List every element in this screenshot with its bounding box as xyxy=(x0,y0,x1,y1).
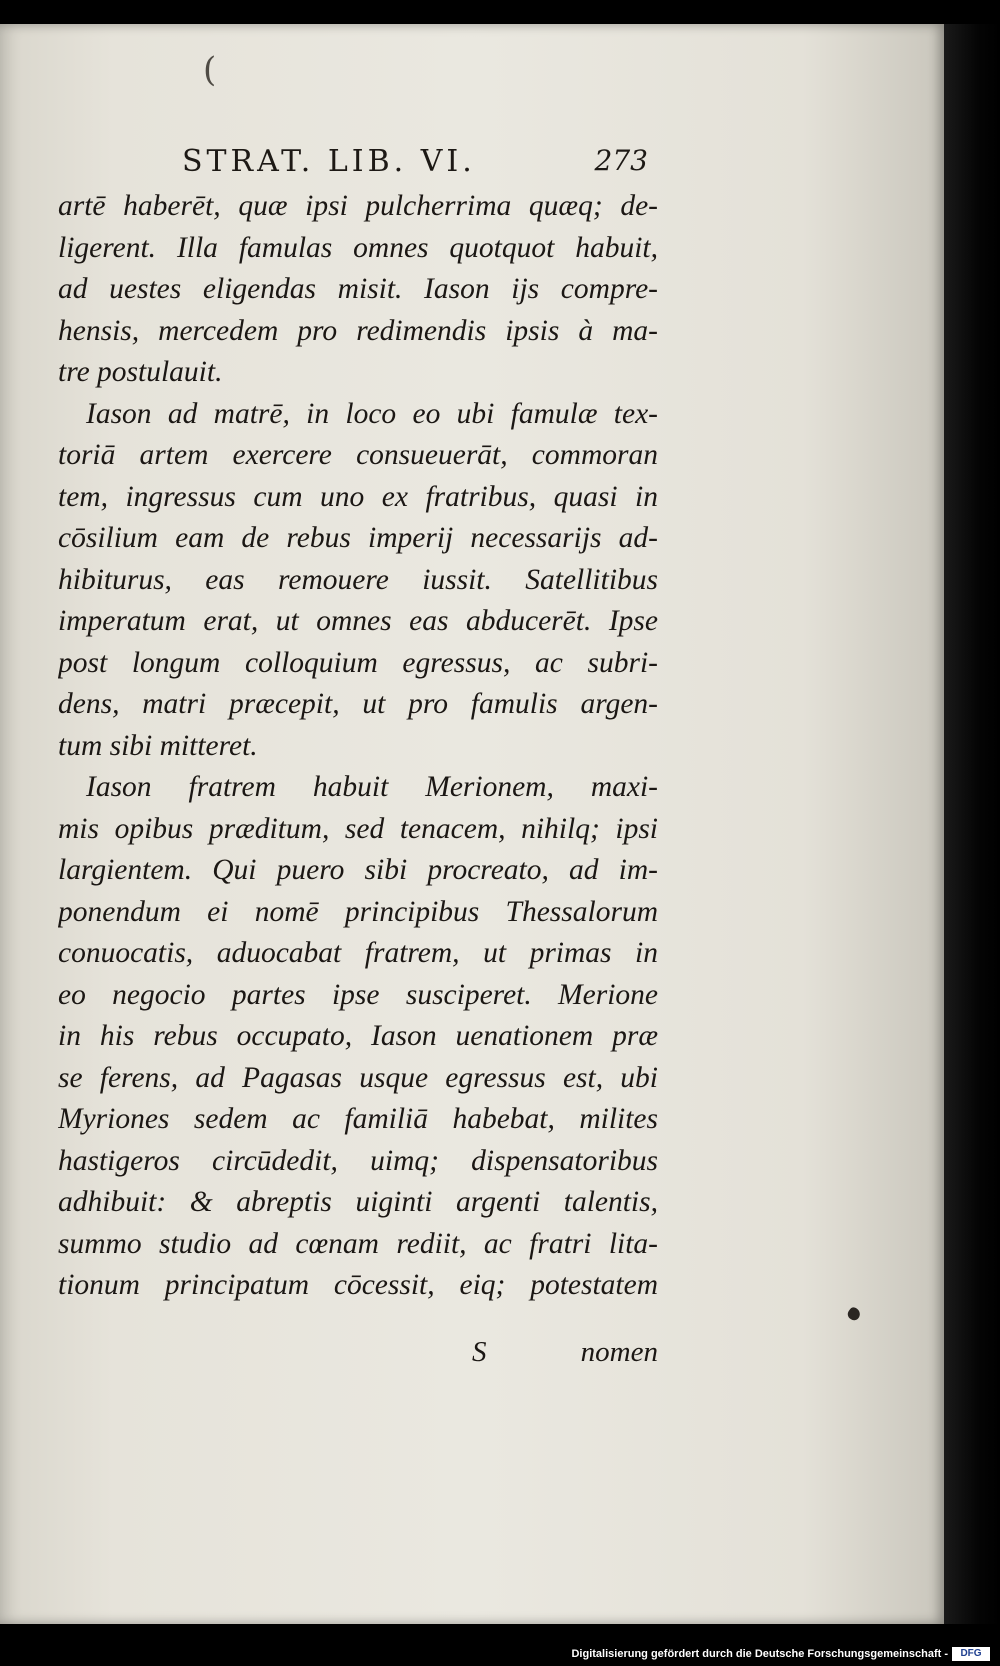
dfg-logo: DFG xyxy=(952,1647,990,1661)
scan-edge-shadow xyxy=(944,24,1000,1624)
catchword-line xyxy=(58,1336,658,1380)
text-line: largientem. Qui puero sibi procreato, ad im- xyxy=(58,854,658,886)
text-line: Iason fratrem habuit Merionem, maxi- xyxy=(86,771,658,803)
margin-ink-mark: ( xyxy=(203,50,217,90)
text-line: hibiturus, eas remouere iussit. Satellitibus xyxy=(58,563,658,596)
text-line: tre postulauit. xyxy=(58,356,223,388)
signature-mark: S xyxy=(472,1336,487,1368)
page-number: 273 xyxy=(594,144,648,177)
book-page xyxy=(0,24,944,1624)
catchword: nomen xyxy=(580,1336,658,1368)
running-head xyxy=(178,144,654,188)
text-line: Myriones sedem ac familiā habebat, milites xyxy=(58,1103,658,1135)
running-title: STRAT. LIB. VI. xyxy=(182,144,476,179)
text-line: toriā artem exercere consueuerāt, commoran xyxy=(58,439,658,471)
text-line: imperatum erat, ut omnes eas abducerēt. Ipse xyxy=(58,605,658,637)
text-line: eo negocio partes ipse susciperet. Merione xyxy=(58,978,658,1011)
text-line: in his rebus occupato, Iason uenationem præ xyxy=(58,1020,658,1052)
text-line: dens, matri præcepit, ut pro famulis argen- xyxy=(58,688,658,720)
footer-credit: Digitalisierung gefördert durch die Deutsche Forschungsgemeinschaft - xyxy=(571,1648,948,1660)
text-line: summo studio ad cœnam rediit, ac fratri lita- xyxy=(58,1227,658,1260)
text-line: hensis, mercedem pro redimendis ipsis à ma- xyxy=(58,314,658,347)
text-line: adhibuit: & abreptis uiginti argenti talentis, xyxy=(58,1186,658,1218)
text-line: tum sibi mitteret. xyxy=(58,729,258,762)
text-line: hastigeros circūdedit, uimq; dispensatoribus xyxy=(58,1144,658,1177)
text-line: tem, ingressus cum uno ex fratribus, quasi in xyxy=(58,480,658,513)
text-line: ponendum ei nomē principibus Thessalorum xyxy=(58,895,658,928)
text-line: ad uestes eligendas misit. Iason ijs compre- xyxy=(58,273,658,305)
text-line: post longum colloquium egressus, ac subri- xyxy=(58,646,658,679)
text-line: cōsilium eam de rebus imperij necessarijs ad- xyxy=(58,522,658,554)
text-line: conuocatis, aduocabat fratrem, ut primas in xyxy=(58,937,658,969)
body-text xyxy=(58,186,658,1307)
text-line: ligerent. Illa famulas omnes quotquot habuit, xyxy=(58,231,658,264)
text-line: tionum principatum cōcessit, eiq; potestatem xyxy=(58,1269,658,1301)
text-line: se ferens, ad Pagasas usque egressus est, ubi xyxy=(58,1061,658,1094)
ink-speck xyxy=(846,1306,863,1323)
text-line: Iason ad matrē, in loco eo ubi famulæ tex- xyxy=(86,397,658,430)
text-line: mis opibus præditum, sed tenacem, nihilq; ipsi xyxy=(58,812,658,845)
text-line: artē haberēt, quæ ipsi pulcherrima quæq; de- xyxy=(58,190,658,222)
